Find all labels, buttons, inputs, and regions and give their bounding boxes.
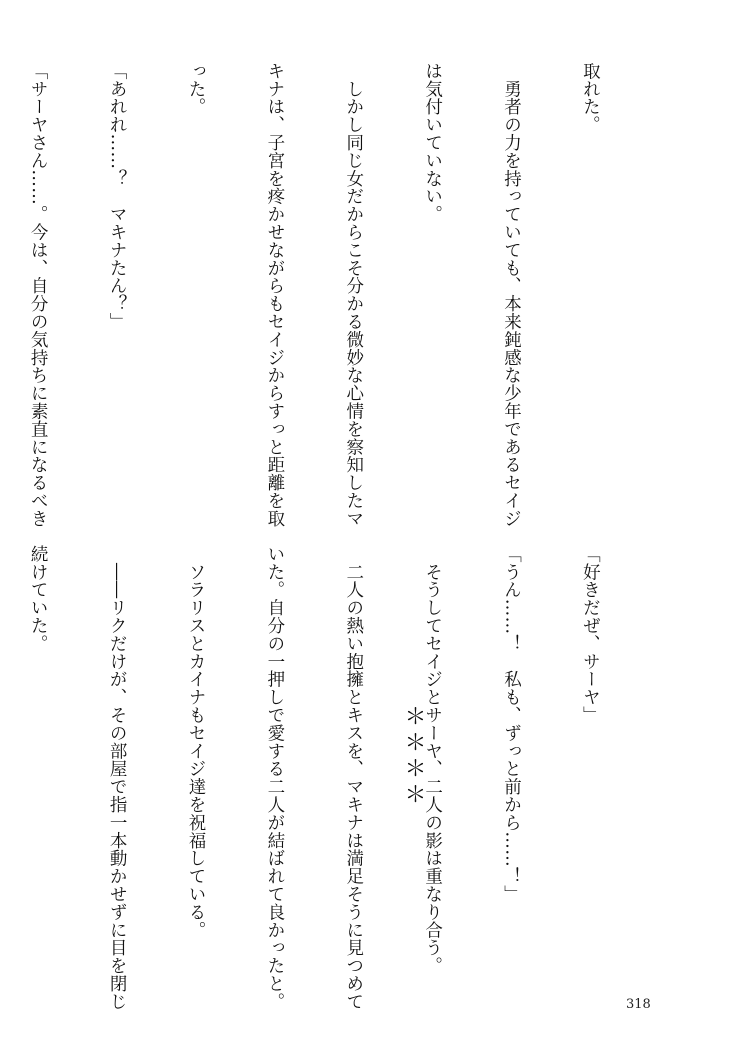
text-line: 続けていた。 (28, 545, 49, 653)
scene-break-asterisks: ＊＊＊＊ (401, 705, 426, 809)
text-line: そうしてセイジとサーヤ、二人の影は重なり合う。 (422, 545, 443, 975)
upper-text-block (0, 62, 656, 528)
text-line: いた。自分の一押しで愛する二人が結ばれて良かったと。 (264, 545, 285, 1011)
text-line: キナは、子宮を疼かせながらもセイジからすっと距離を取 (264, 62, 285, 528)
text-line: 二人の熱い抱擁とキスを、マキナは満足そうに見つめて (343, 545, 364, 1011)
text-line: 「サーヤさん……。今は、自分の気持ちに素直になるべき (28, 62, 49, 528)
page-number: 318 (626, 997, 651, 1012)
text-line: しかし同じ女だからこそ分かる微妙な心情を察知したマ (343, 62, 364, 528)
text-line: 取れた。 (580, 62, 601, 134)
text-line: 勇者の力を持っていても、本来鈍感な少年であるセイジ (501, 62, 522, 528)
text-line: 「うん……！ 私も、ずっと前から……！」 (501, 545, 522, 903)
text-line: は気付いていない。 (422, 62, 443, 224)
text-line: 「あれれ……？ マキナたん？」 (107, 62, 128, 331)
text-line: 「好きだぜ、サーヤ」 (580, 545, 601, 724)
text-line: ソラリスとカイナもセイジ達を祝福している。 (185, 545, 206, 939)
text-line: ――リクだけが、その部屋で指一本動かせずに目を閉じ (107, 545, 128, 1011)
text-line: った。 (185, 62, 206, 116)
